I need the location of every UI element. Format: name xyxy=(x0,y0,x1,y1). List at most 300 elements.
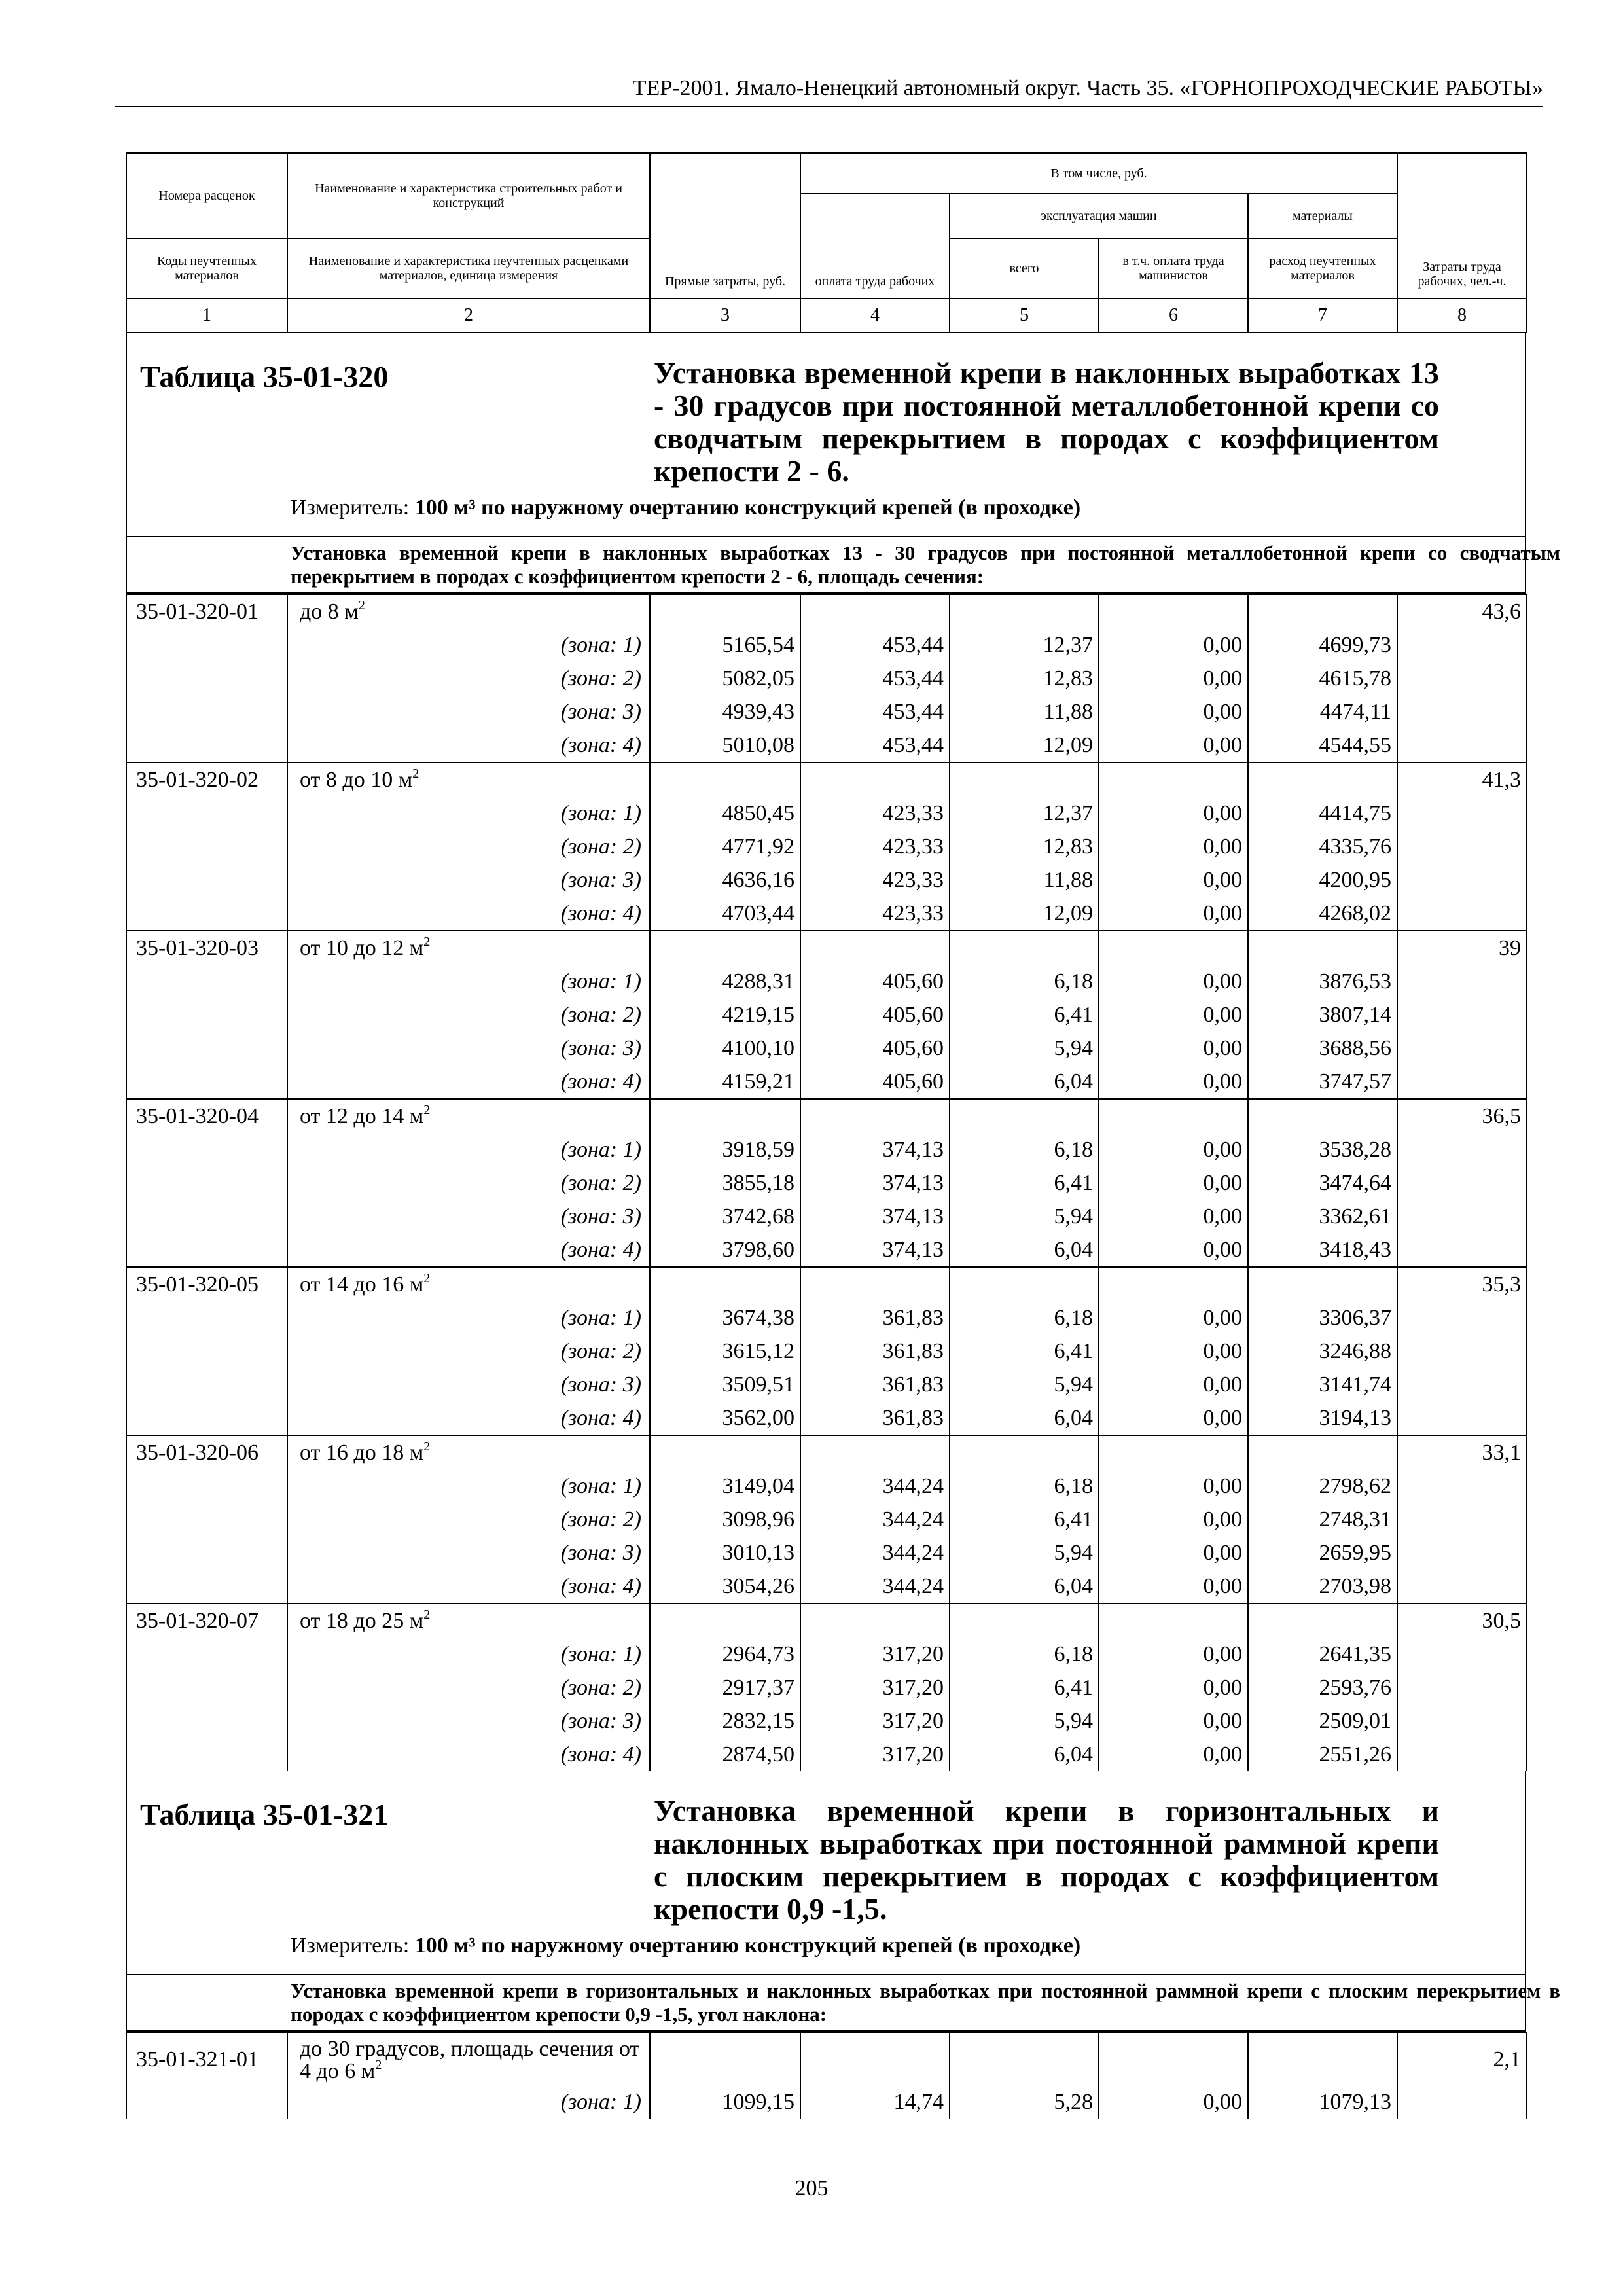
zone-value: 0,00 xyxy=(1099,1536,1248,1570)
table-title: Установка временной крепи в наклонных выработках 13 - 30 градусов при постоянной металлобетонной крепи со сводчатым перекрытием в породах с коэффициентом крепости 2 - 6. xyxy=(654,356,1439,488)
column-number: 6 xyxy=(1099,298,1248,332)
empty-cell xyxy=(126,1031,287,1065)
empty-cell xyxy=(1397,1738,1527,1771)
empty-cell xyxy=(126,1233,287,1267)
zone-value: 0,00 xyxy=(1099,998,1248,1031)
labor-cost: 35,3 xyxy=(1397,1267,1527,1301)
zone-label: (зона: 4) xyxy=(287,728,650,762)
header-machines-total: всего xyxy=(950,238,1099,298)
zone-value: 344,24 xyxy=(800,1469,950,1503)
empty-cell xyxy=(1397,1704,1527,1738)
zone-value: 344,24 xyxy=(800,1503,950,1536)
item-name-text: до 30 градусов, площадь сечения от 4 до 6 м xyxy=(300,2037,640,2083)
zone-value: 3509,51 xyxy=(650,1368,800,1401)
zone-value: 4100,10 xyxy=(650,1031,800,1065)
empty-cell xyxy=(950,1604,1099,1638)
zone-value: 0,00 xyxy=(1099,1469,1248,1503)
header-title: ТЕР-2001. Ямало-Ненецкий автономный округ. Часть 35. «ГОРНОПРОХОДЧЕСКИЕ РАБОТЫ» xyxy=(632,76,1543,100)
empty-cell xyxy=(126,1401,287,1435)
zone-row xyxy=(126,1200,1527,1233)
zone-label: (зона: 4) xyxy=(287,897,650,931)
item-name xyxy=(287,1099,650,1133)
zone-label: (зона: 2) xyxy=(287,662,650,695)
zone-value: 4288,31 xyxy=(650,965,800,998)
header-materials: материалы xyxy=(1248,194,1397,238)
zone-value: 423,33 xyxy=(800,863,950,897)
empty-cell xyxy=(650,762,800,797)
zone-value: 0,00 xyxy=(1099,897,1248,931)
zone-value: 453,44 xyxy=(800,628,950,662)
header-codes: Номера расценок xyxy=(126,153,287,238)
zone-value: 374,13 xyxy=(800,1166,950,1200)
item-name-text: от 18 до 25 м xyxy=(300,1609,424,1633)
zone-value: 0,00 xyxy=(1099,1335,1248,1368)
empty-cell xyxy=(1099,931,1248,965)
zone-value: 12,37 xyxy=(950,797,1099,830)
zone-value: 1079,13 xyxy=(1248,2085,1397,2119)
empty-cell xyxy=(126,1166,287,1200)
zone-value: 4636,16 xyxy=(650,863,800,897)
empty-cell xyxy=(800,594,950,628)
empty-cell xyxy=(126,1469,287,1503)
table-row xyxy=(126,594,1527,628)
item-name-sup: 2 xyxy=(423,1103,431,1117)
zone-value: 6,04 xyxy=(950,1738,1099,1771)
zone-value: 0,00 xyxy=(1099,1065,1248,1099)
empty-cell xyxy=(1248,1435,1397,1469)
zone-label: (зона: 2) xyxy=(287,1335,650,1368)
zone-row xyxy=(126,1065,1527,1099)
zone-value: 0,00 xyxy=(1099,1738,1248,1771)
empty-cell xyxy=(1099,1604,1248,1638)
zone-value: 344,24 xyxy=(800,1536,950,1570)
empty-cell xyxy=(950,1267,1099,1301)
item-name xyxy=(287,931,650,965)
zone-row xyxy=(126,1738,1527,1771)
table-row xyxy=(126,2032,1527,2085)
empty-cell xyxy=(1099,594,1248,628)
empty-cell xyxy=(1397,1638,1527,1671)
zone-label: (зона: 4) xyxy=(287,1233,650,1267)
empty-cell xyxy=(126,728,287,762)
zone-row xyxy=(126,1031,1527,1065)
zone-value: 5,94 xyxy=(950,1368,1099,1401)
item-name-text: от 10 до 12 м xyxy=(300,936,424,960)
zone-label: (зона: 2) xyxy=(287,830,650,863)
zone-value: 3362,61 xyxy=(1248,1200,1397,1233)
zone-label: (зона: 1) xyxy=(287,1638,650,1671)
zone-value: 3010,13 xyxy=(650,1536,800,1570)
zone-value: 2509,01 xyxy=(1248,1704,1397,1738)
empty-cell xyxy=(800,931,950,965)
zone-row xyxy=(126,695,1527,728)
item-name-sup: 2 xyxy=(423,935,431,949)
header-machinists: в т.ч. оплата труда машинистов xyxy=(1099,238,1248,298)
empty-cell xyxy=(1397,728,1527,762)
zone-value: 0,00 xyxy=(1099,1704,1248,1738)
empty-cell xyxy=(1248,1604,1397,1638)
zone-value: 6,41 xyxy=(950,998,1099,1031)
section-subtitle: Установка временной крепи в горизонтальных и наклонных выработках при постоянной раммной крепи с плоским перекрытием в породах с коэффициентом крепости 0,9 -1,5, угол наклона: xyxy=(291,1979,1560,2026)
zone-value: 6,18 xyxy=(950,1638,1099,1671)
section-subtitle-box xyxy=(126,1975,1560,2032)
zone-value: 374,13 xyxy=(800,1233,950,1267)
zone-value: 2874,50 xyxy=(650,1738,800,1771)
zone-value: 4200,95 xyxy=(1248,863,1397,897)
measure-label: Измеритель: xyxy=(291,495,410,520)
zone-label: (зона: 1) xyxy=(287,797,650,830)
empty-cell xyxy=(950,2032,1099,2085)
zone-value: 2832,15 xyxy=(650,1704,800,1738)
table-row xyxy=(126,1435,1527,1469)
header-machines: эксплуатация машин xyxy=(950,194,1248,238)
empty-cell xyxy=(126,1704,287,1738)
zone-value: 4219,15 xyxy=(650,998,800,1031)
item-name-sup: 2 xyxy=(358,598,365,613)
header-material-use: расход неучтенных материалов xyxy=(1248,238,1397,298)
empty-cell xyxy=(1397,1233,1527,1267)
price-code: 35-01-320-05 xyxy=(126,1267,287,1301)
empty-cell xyxy=(650,594,800,628)
zone-value: 5,94 xyxy=(950,1200,1099,1233)
zone-row xyxy=(126,830,1527,863)
labor-cost: 33,1 xyxy=(1397,1435,1527,1469)
zone-label: (зона: 1) xyxy=(287,628,650,662)
zone-row xyxy=(126,1671,1527,1704)
zone-label: (зона: 4) xyxy=(287,1570,650,1604)
zone-value: 4159,21 xyxy=(650,1065,800,1099)
zone-value: 0,00 xyxy=(1099,1638,1248,1671)
zone-value: 3418,43 xyxy=(1248,1233,1397,1267)
empty-cell xyxy=(1099,2032,1248,2085)
price-sections xyxy=(126,333,1560,2119)
section-subtitle-box xyxy=(126,537,1560,594)
zone-value: 6,04 xyxy=(950,1065,1099,1099)
zone-row xyxy=(126,897,1527,931)
empty-cell xyxy=(126,998,287,1031)
empty-cell xyxy=(1397,797,1527,830)
empty-cell xyxy=(1099,1435,1248,1469)
zone-value: 2964,73 xyxy=(650,1638,800,1671)
column-number: 1 xyxy=(126,298,287,332)
zone-row xyxy=(126,1704,1527,1738)
measure-line xyxy=(291,1933,1080,1958)
empty-cell xyxy=(1397,1401,1527,1435)
column-number: 5 xyxy=(950,298,1099,332)
zone-value: 4850,45 xyxy=(650,797,800,830)
empty-cell xyxy=(1397,1065,1527,1099)
header-labor: Затраты труда рабочих, чел.-ч. xyxy=(1397,153,1527,298)
zone-value: 3615,12 xyxy=(650,1335,800,1368)
zone-value: 2593,76 xyxy=(1248,1671,1397,1704)
empty-cell xyxy=(126,628,287,662)
zone-row xyxy=(126,998,1527,1031)
empty-cell xyxy=(1397,1335,1527,1368)
price-code: 35-01-320-03 xyxy=(126,931,287,965)
empty-cell xyxy=(1397,1503,1527,1536)
empty-cell xyxy=(1248,594,1397,628)
zone-label: (зона: 3) xyxy=(287,863,650,897)
column-header-table xyxy=(126,152,1527,333)
empty-cell xyxy=(126,1335,287,1368)
empty-cell xyxy=(126,1671,287,1704)
zone-value: 5,94 xyxy=(950,1704,1099,1738)
zone-label: (зона: 2) xyxy=(287,998,650,1031)
zone-row xyxy=(126,1638,1527,1671)
zone-value: 6,18 xyxy=(950,1469,1099,1503)
zone-value: 405,60 xyxy=(800,1031,950,1065)
labor-cost: 36,5 xyxy=(1397,1099,1527,1133)
zone-label: (зона: 3) xyxy=(287,695,650,728)
zone-row xyxy=(126,1335,1527,1368)
labor-cost: 41,3 xyxy=(1397,762,1527,797)
zone-value: 5165,54 xyxy=(650,628,800,662)
zone-value: 317,20 xyxy=(800,1704,950,1738)
measure-value: 100 м³ по наружному очертанию конструкций крепей (в проходке) xyxy=(414,495,1081,520)
empty-cell xyxy=(650,1435,800,1469)
zone-value: 361,83 xyxy=(800,1401,950,1435)
zone-row xyxy=(126,2085,1527,2119)
zone-value: 5,94 xyxy=(950,1031,1099,1065)
empty-cell xyxy=(950,1435,1099,1469)
zone-value: 0,00 xyxy=(1099,1401,1248,1435)
item-name-sup: 2 xyxy=(412,766,419,781)
zone-value: 3562,00 xyxy=(650,1401,800,1435)
zone-value: 6,41 xyxy=(950,1335,1099,1368)
zone-label: (зона: 1) xyxy=(287,1469,650,1503)
zone-value: 0,00 xyxy=(1099,662,1248,695)
labor-cost: 2,1 xyxy=(1397,2032,1527,2085)
zone-value: 4335,76 xyxy=(1248,830,1397,863)
empty-cell xyxy=(1397,863,1527,897)
zone-value: 11,88 xyxy=(950,695,1099,728)
empty-cell xyxy=(126,897,287,931)
empty-cell xyxy=(126,1200,287,1233)
zone-value: 5082,05 xyxy=(650,662,800,695)
zone-value: 3538,28 xyxy=(1248,1133,1397,1166)
zone-value: 0,00 xyxy=(1099,1200,1248,1233)
empty-cell xyxy=(650,1099,800,1133)
zone-value: 11,88 xyxy=(950,863,1099,897)
item-name xyxy=(287,594,650,628)
zone-value: 2641,35 xyxy=(1248,1638,1397,1671)
zone-value: 4268,02 xyxy=(1248,897,1397,931)
table-number: Таблица 35-01-321 xyxy=(140,1798,389,1831)
measure-label: Измеритель: xyxy=(291,1933,410,1958)
empty-cell xyxy=(1397,628,1527,662)
zone-value: 3306,37 xyxy=(1248,1301,1397,1335)
header-direct-costs: Прямые затраты, руб. xyxy=(650,153,800,298)
zone-value: 4699,73 xyxy=(1248,628,1397,662)
zone-value: 3747,57 xyxy=(1248,1065,1397,1099)
zone-value: 3474,64 xyxy=(1248,1166,1397,1200)
empty-cell xyxy=(800,2032,950,2085)
zone-row xyxy=(126,1301,1527,1335)
empty-cell xyxy=(650,931,800,965)
zone-value: 6,41 xyxy=(950,1671,1099,1704)
column-number: 7 xyxy=(1248,298,1397,332)
item-name-text: от 14 до 16 м xyxy=(300,1272,424,1297)
zone-value: 12,83 xyxy=(950,662,1099,695)
empty-cell xyxy=(1248,1267,1397,1301)
zone-value: 6,04 xyxy=(950,1401,1099,1435)
zone-value: 5010,08 xyxy=(650,728,800,762)
zone-row xyxy=(126,628,1527,662)
table-title: Установка временной крепи в горизонтальных и наклонных выработках при постоянной раммной крепи с плоским перекрытием в породах с коэффициентом крепости 0,9 -1,5. xyxy=(654,1794,1439,1926)
empty-cell xyxy=(1248,931,1397,965)
empty-cell xyxy=(950,1099,1099,1133)
zone-value: 3688,56 xyxy=(1248,1031,1397,1065)
empty-cell xyxy=(1248,2032,1397,2085)
labor-cost: 39 xyxy=(1397,931,1527,965)
empty-cell xyxy=(1397,1536,1527,1570)
empty-cell xyxy=(1397,695,1527,728)
price-code: 35-01-321-01 xyxy=(126,2032,287,2085)
zone-label: (зона: 3) xyxy=(287,1031,650,1065)
zone-label: (зона: 1) xyxy=(287,2085,650,2119)
zone-value: 3098,96 xyxy=(650,1503,800,1536)
zone-value: 361,83 xyxy=(800,1368,950,1401)
zone-value: 453,44 xyxy=(800,695,950,728)
zone-value: 2551,26 xyxy=(1248,1738,1397,1771)
running-header xyxy=(115,73,1543,107)
zone-row xyxy=(126,1570,1527,1604)
measure-value: 100 м³ по наружному очертанию конструкций крепей (в проходке) xyxy=(414,1933,1081,1958)
empty-cell xyxy=(126,1738,287,1771)
empty-cell xyxy=(1397,1368,1527,1401)
zone-value: 374,13 xyxy=(800,1200,950,1233)
zone-row xyxy=(126,797,1527,830)
price-code: 35-01-320-04 xyxy=(126,1099,287,1133)
empty-cell xyxy=(1397,965,1527,998)
zone-row xyxy=(126,965,1527,998)
zone-value: 0,00 xyxy=(1099,1166,1248,1200)
zone-label: (зона: 3) xyxy=(287,1368,650,1401)
column-number: 2 xyxy=(287,298,650,332)
empty-cell xyxy=(1099,1099,1248,1133)
header-group: В том числе, руб. xyxy=(800,153,1397,194)
empty-cell xyxy=(1397,1671,1527,1704)
item-name-sup: 2 xyxy=(423,1607,431,1622)
labor-cost: 43,6 xyxy=(1397,594,1527,628)
zone-value: 0,00 xyxy=(1099,965,1248,998)
zone-value: 6,18 xyxy=(950,1133,1099,1166)
empty-cell xyxy=(126,2085,287,2119)
price-rows-table xyxy=(126,594,1527,1771)
empty-cell xyxy=(1397,662,1527,695)
zone-value: 3246,88 xyxy=(1248,1335,1397,1368)
zone-label: (зона: 2) xyxy=(287,1166,650,1200)
empty-cell xyxy=(950,762,1099,797)
zone-value: 4615,78 xyxy=(1248,662,1397,695)
zone-value: 0,00 xyxy=(1099,1031,1248,1065)
empty-cell xyxy=(1397,1200,1527,1233)
zone-value: 3807,14 xyxy=(1248,998,1397,1031)
empty-cell xyxy=(1099,762,1248,797)
empty-cell xyxy=(1397,1301,1527,1335)
empty-cell xyxy=(950,594,1099,628)
zone-value: 12,37 xyxy=(950,628,1099,662)
price-code: 35-01-320-07 xyxy=(126,1604,287,1638)
item-name-sup: 2 xyxy=(423,1439,431,1454)
zone-value: 0,00 xyxy=(1099,1368,1248,1401)
empty-cell xyxy=(126,830,287,863)
zone-value: 405,60 xyxy=(800,998,950,1031)
zone-value: 3149,04 xyxy=(650,1469,800,1503)
zone-value: 423,33 xyxy=(800,797,950,830)
price-code: 35-01-320-01 xyxy=(126,594,287,628)
zone-label: (зона: 1) xyxy=(287,1301,650,1335)
table-number: Таблица 35-01-320 xyxy=(140,360,389,393)
zone-value: 3742,68 xyxy=(650,1200,800,1233)
zone-value: 4544,55 xyxy=(1248,728,1397,762)
empty-cell xyxy=(950,931,1099,965)
zone-value: 4414,75 xyxy=(1248,797,1397,830)
zone-row xyxy=(126,1233,1527,1267)
zone-value: 5,28 xyxy=(950,2085,1099,2119)
table-row xyxy=(126,1604,1527,1638)
empty-cell xyxy=(126,1503,287,1536)
empty-cell xyxy=(1099,1267,1248,1301)
column-number: 4 xyxy=(800,298,950,332)
empty-cell xyxy=(1397,1133,1527,1166)
zone-value: 2703,98 xyxy=(1248,1570,1397,1604)
empty-cell xyxy=(1397,897,1527,931)
empty-cell xyxy=(126,662,287,695)
zone-value: 3876,53 xyxy=(1248,965,1397,998)
section-subtitle: Установка временной крепи в наклонных выработках 13 - 30 градусов при постоянной металлобетонной крепи со сводчатым перекрытием в породах с коэффициентом крепости 2 - 6, площадь сечения: xyxy=(291,541,1560,588)
zone-row xyxy=(126,1503,1527,1536)
zone-value: 0,00 xyxy=(1099,1671,1248,1704)
zone-value: 374,13 xyxy=(800,1133,950,1166)
zone-value: 4703,44 xyxy=(650,897,800,931)
zone-value: 5,94 xyxy=(950,1536,1099,1570)
zone-value: 453,44 xyxy=(800,662,950,695)
table-section-heading xyxy=(126,1771,1526,1975)
empty-cell xyxy=(126,863,287,897)
zone-value: 4771,92 xyxy=(650,830,800,863)
zone-value: 3194,13 xyxy=(1248,1401,1397,1435)
header-material-codes: Коды неучтенных материалов xyxy=(126,238,287,298)
zone-value: 423,33 xyxy=(800,897,950,931)
empty-cell xyxy=(650,1267,800,1301)
empty-cell xyxy=(126,1368,287,1401)
table-row xyxy=(126,1267,1527,1301)
zone-row xyxy=(126,1368,1527,1401)
empty-cell xyxy=(126,1536,287,1570)
header-material-names: Наименование и характеристика неучтенных расценками материалов, единица измерения xyxy=(287,238,650,298)
item-name-text: от 8 до 10 м xyxy=(300,768,413,792)
table-row xyxy=(126,931,1527,965)
empty-cell xyxy=(800,1604,950,1638)
zone-row xyxy=(126,863,1527,897)
column-numbers-row xyxy=(126,298,1527,332)
zone-value: 361,83 xyxy=(800,1301,950,1335)
zone-value: 3855,18 xyxy=(650,1166,800,1200)
empty-cell xyxy=(1397,830,1527,863)
empty-cell xyxy=(800,1435,950,1469)
zone-value: 0,00 xyxy=(1099,863,1248,897)
zone-value: 6,41 xyxy=(950,1503,1099,1536)
zone-value: 6,04 xyxy=(950,1570,1099,1604)
zone-value: 2917,37 xyxy=(650,1671,800,1704)
empty-cell xyxy=(126,1065,287,1099)
zone-value: 6,18 xyxy=(950,1301,1099,1335)
zone-value: 6,04 xyxy=(950,1233,1099,1267)
zone-value: 453,44 xyxy=(800,728,950,762)
item-name-text: от 16 до 18 м xyxy=(300,1441,424,1465)
zone-value: 0,00 xyxy=(1099,1570,1248,1604)
